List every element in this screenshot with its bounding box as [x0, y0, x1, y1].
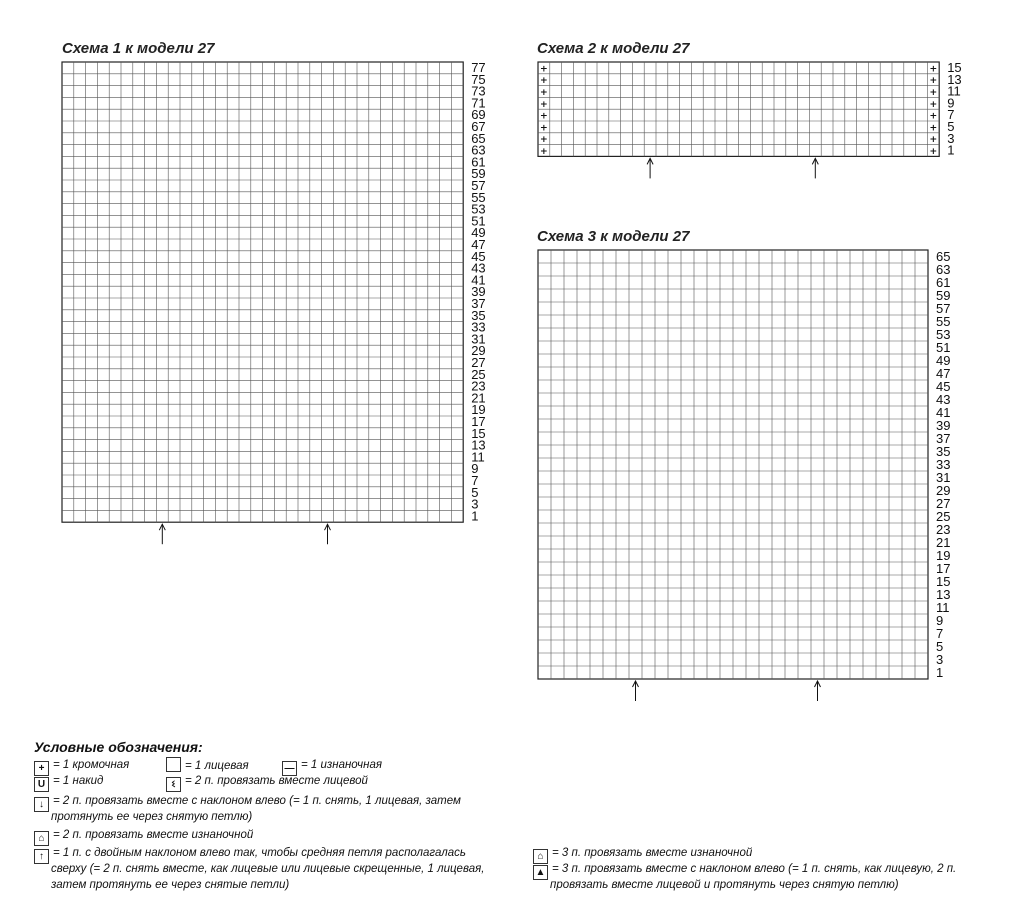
row-number: 61: [936, 275, 951, 291]
stitch-symbol: +: [540, 134, 548, 146]
row-number: 21: [936, 535, 951, 551]
row-number: 39: [936, 418, 951, 434]
row-number: 5: [936, 639, 944, 655]
row-number: 55: [936, 314, 951, 330]
row-number: 3: [471, 496, 479, 512]
row-number: 69: [471, 107, 486, 123]
stitch-symbol: +: [540, 146, 548, 158]
stitch-symbol: +: [929, 75, 938, 87]
row-number: 1: [936, 665, 944, 681]
row-number: 39: [471, 284, 486, 300]
row-number: 19: [936, 548, 951, 564]
row-number: 17: [471, 414, 486, 430]
legend-item-cdd-cont1: сверху (= 2 п. снять вместе, как лицевые или лицевые скрещенные, 1 лицевая,: [51, 863, 485, 875]
row-number: 73: [471, 83, 486, 99]
p3tog-icon: ⌂: [533, 849, 548, 864]
legend-item-knit: = 1 лицевая: [166, 757, 249, 774]
stitch-symbol: +: [929, 110, 938, 122]
legend-title: Условные обозначения:: [34, 739, 203, 755]
stitch-symbol: +: [929, 122, 938, 134]
row-number: 63: [936, 262, 951, 278]
row-number: 19: [471, 402, 486, 418]
row-number: 7: [471, 473, 479, 489]
legend-item-purl: — = 1 изнаночная: [282, 757, 382, 776]
stitch-symbol: +: [540, 75, 548, 87]
row-number: 9: [947, 95, 955, 111]
legend-item-cdd: ↑ = 1 п. с двойным наклоном влево так, чтобы средняя петля располагалась: [34, 845, 466, 864]
row-number: 15: [936, 574, 951, 590]
row-number: 47: [471, 237, 486, 253]
empty-cell-icon: [166, 757, 181, 772]
row-number: 43: [936, 392, 951, 408]
stitch-symbol: +: [929, 87, 938, 99]
row-number: 61: [471, 154, 486, 170]
arrow-down-icon: ↓: [34, 797, 49, 812]
row-number: 29: [471, 343, 486, 359]
row-number: 31: [936, 470, 951, 486]
legend-item-cdd-cont2: затем протянуть ее через снятые петли): [51, 879, 290, 891]
row-number: 13: [936, 587, 951, 603]
legend-item-selvedge: + = 1 кромочная: [34, 757, 129, 776]
legend-item-ssk-cont: протянуть ее через снятую петлю): [51, 811, 253, 823]
p2tog-icon: ⌂: [34, 831, 49, 846]
stitch-symbol: +: [929, 98, 938, 110]
row-number: 49: [471, 225, 486, 241]
row-number: 9: [471, 461, 479, 477]
row-number: 17: [936, 561, 951, 577]
row-number: 29: [936, 483, 951, 499]
row-number: 3: [936, 652, 944, 668]
row-number: 15: [471, 425, 486, 441]
legend-item-p3tog: ⌂ = 3 п. провязать вместе изнаночной: [533, 845, 752, 864]
row-number: 43: [471, 260, 486, 276]
row-number: 65: [936, 249, 951, 265]
row-number: 7: [947, 107, 955, 123]
row-number: 59: [936, 288, 951, 304]
stitch-symbol: +: [929, 63, 938, 75]
stitch-symbol: +: [540, 122, 548, 134]
row-number: 75: [471, 71, 486, 87]
dash-icon: —: [282, 761, 297, 776]
row-number: 57: [936, 301, 951, 317]
row-number: 21: [471, 390, 486, 406]
row-number: 3: [947, 130, 955, 146]
row-number: 51: [936, 340, 951, 356]
selvedge-plus-icon: +: [34, 761, 49, 776]
legend-item-k2tog: ଽ = 2 п. провязать вместе лицевой: [166, 773, 368, 792]
row-number: 45: [936, 379, 951, 395]
row-number: 55: [471, 189, 486, 205]
row-number: 47: [936, 366, 951, 382]
row-number: 33: [936, 457, 951, 473]
row-number: 9: [936, 613, 944, 629]
chart2-title: Схема 2 к модели 27: [537, 40, 690, 57]
arrow-up-icon: ↑: [34, 849, 49, 864]
row-number: 71: [471, 95, 486, 111]
row-number: 51: [471, 213, 486, 229]
row-number: 31: [471, 331, 486, 347]
row-number: 5: [947, 119, 955, 135]
row-number: 33: [471, 319, 486, 335]
row-number: 59: [471, 166, 486, 182]
row-number: 13: [947, 71, 962, 87]
row-number: 1: [471, 508, 479, 524]
row-number: 35: [936, 444, 951, 460]
row-number: 45: [471, 248, 486, 264]
stitch-symbol: +: [540, 110, 548, 122]
row-number: 27: [471, 355, 486, 371]
chart3-grid: [536, 248, 976, 803]
k2tog-icon: ଽ: [166, 777, 181, 792]
legend-item-sk2p: ▲ = 3 п. провязать вместе с наклоном влево (= 1 п. снять, как лицевую, 2 п.: [533, 861, 956, 880]
row-number: 1: [947, 142, 955, 158]
chart3-title: Схема 3 к модели 27: [537, 228, 690, 245]
row-number: 23: [471, 378, 486, 394]
row-number: 65: [471, 130, 486, 146]
chart1-grid: [60, 60, 500, 700]
row-number: 35: [471, 307, 486, 323]
triangle-icon: ▲: [533, 865, 548, 880]
row-number: 37: [471, 296, 486, 312]
row-number: 23: [936, 522, 951, 538]
chart1-title: Схема 1 к модели 27: [62, 40, 215, 57]
stitch-symbol: +: [929, 134, 938, 146]
row-number: 27: [936, 496, 951, 512]
row-number: 49: [936, 353, 951, 369]
legend-item-yarn-over: U = 1 накид: [34, 773, 103, 792]
row-number: 41: [936, 405, 951, 421]
row-number: 57: [471, 178, 486, 194]
row-number: 11: [936, 600, 950, 616]
stitch-symbol: +: [540, 87, 548, 99]
row-number: 13: [471, 437, 486, 453]
stitch-symbol: +: [540, 98, 548, 110]
row-number: 25: [471, 366, 486, 382]
row-number: 77: [471, 60, 486, 76]
row-number: 7: [936, 626, 944, 642]
row-number: 15: [947, 60, 962, 76]
row-number: 37: [936, 431, 951, 447]
stitch-symbol: +: [929, 146, 938, 158]
row-number: 11: [471, 449, 485, 465]
row-number: 67: [471, 119, 486, 135]
legend-item-p2tog: ⌂ = 2 п. провязать вместе изнаночной: [34, 827, 253, 846]
row-number: 5: [471, 484, 479, 500]
row-number: 41: [471, 272, 486, 288]
row-number: 11: [947, 83, 961, 99]
yarn-over-icon: U: [34, 777, 49, 792]
row-number: 53: [936, 327, 951, 343]
row-number: 53: [471, 201, 486, 217]
legend-item-sk2p-cont: провязать вместе лицевой и протянуть через снятую петлю): [550, 879, 899, 891]
row-number: 63: [471, 142, 486, 158]
legend-item-ssk: ↓ = 2 п. провязать вместе с наклоном влево (= 1 п. снять, 1 лицевая, затем: [34, 793, 461, 812]
chart2-grid: [536, 60, 996, 215]
row-number: 25: [936, 509, 951, 525]
stitch-symbol: +: [540, 63, 548, 75]
